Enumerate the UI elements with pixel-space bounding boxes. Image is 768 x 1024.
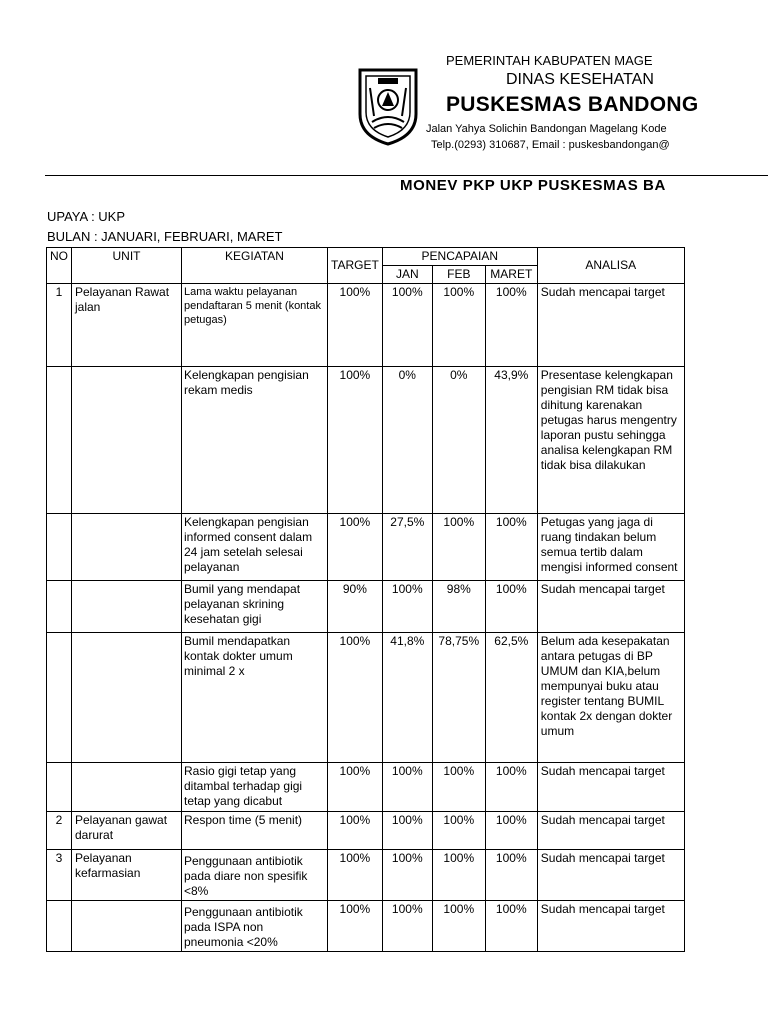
row-analisa: Sudah mencapai target	[537, 581, 684, 633]
row-feb: 100%	[432, 812, 485, 850]
row-unit	[72, 514, 182, 581]
row-no	[47, 514, 72, 581]
col-kegiatan: KEGIATAN	[182, 248, 328, 284]
row-feb: 100%	[432, 850, 485, 901]
col-maret: MARET	[485, 266, 537, 284]
col-feb: FEB	[432, 266, 485, 284]
row-maret: 62,5%	[485, 633, 537, 763]
table-row	[47, 633, 685, 763]
row-maret: 100%	[485, 850, 537, 901]
row-analisa: Sudah mencapai target	[537, 812, 684, 850]
table-row	[47, 901, 685, 952]
row-kegiatan: Penggunaan antibiotik pada diare non spesifik <8%	[182, 850, 328, 901]
row-no	[47, 633, 72, 763]
row-target: 100%	[328, 514, 383, 581]
row-analisa	[537, 514, 684, 581]
row-unit	[72, 367, 182, 514]
row-no	[47, 763, 72, 812]
row-no: 2	[47, 812, 72, 850]
row-feb: 100%	[432, 284, 485, 367]
row-target: 100%	[328, 284, 383, 367]
row-jan: 100%	[382, 850, 432, 901]
row-no	[47, 367, 72, 514]
row-maret: 100%	[485, 763, 537, 812]
row-kegiatan: Kelengkapan pengisian informed consent dalam 24 jam setelah selesai pelayanan	[182, 514, 328, 581]
row-kegiatan: Bumil yang mendapat pelayanan skrining kesehatan gigi	[182, 581, 328, 633]
row-maret: 100%	[485, 581, 537, 633]
row-unit	[72, 763, 182, 812]
row-maret: 100%	[485, 514, 537, 581]
row-target: 100%	[328, 901, 383, 952]
document-title: MONEV PKP UKP PUSKESMAS BA	[400, 177, 666, 194]
row-kegiatan: Bumil mendapatkan kontak dokter umum minimal 2 x	[182, 633, 328, 763]
col-analisa: ANALISA	[537, 248, 684, 284]
row-jan: 100%	[382, 284, 432, 367]
row-kegiatan: Respon time (5 menit)	[182, 812, 328, 850]
row-no	[47, 581, 72, 633]
row-unit	[72, 901, 182, 952]
table-row	[47, 850, 685, 901]
row-jan: 100%	[382, 581, 432, 633]
header-divider	[45, 175, 768, 176]
table-row	[47, 367, 685, 514]
row-no	[47, 901, 72, 952]
row-feb: 98%	[432, 581, 485, 633]
row-maret: 100%	[485, 284, 537, 367]
row-target: 100%	[328, 763, 383, 812]
row-maret: 43,9%	[485, 367, 537, 514]
department-name: DINAS KESEHATAN	[506, 71, 654, 88]
row-maret: 100%	[485, 901, 537, 952]
table-row	[47, 514, 685, 581]
col-jan: JAN	[382, 266, 432, 284]
row-jan: 0%	[382, 367, 432, 514]
row-no: 3	[47, 850, 72, 901]
col-target: TARGET	[328, 248, 383, 284]
row-feb: 100%	[432, 514, 485, 581]
row-analisa: Belum ada kesepakatan antara petugas di BP UMUM dan KIA,belum mempunyai buku atau register tentang BUMIL kontak 2x dengan dokter umum	[537, 633, 684, 763]
table-row	[47, 763, 685, 812]
row-unit	[72, 581, 182, 633]
row-jan: 27,5%	[382, 514, 432, 581]
row-analisa: Presentase kelengkapan pengisian RM tidak bisa dihitung karenakan petugas harus mengentry laporan pustu sehingga analisa kelengkapan RM tidak bisa dilakukan	[537, 367, 684, 514]
row-analisa: Sudah mencapai target	[537, 284, 684, 367]
row-maret: 100%	[485, 812, 537, 850]
row-unit: Pelayanan gawat darurat	[72, 812, 182, 850]
row-target: 100%	[328, 812, 383, 850]
col-pencapaian: PENCAPAIAN	[382, 248, 537, 266]
row-kegiatan: Rasio gigi tetap yang ditambal terhadap gigi tetap yang dicabut	[182, 763, 328, 812]
row-jan: 100%	[382, 763, 432, 812]
row-feb: 100%	[432, 901, 485, 952]
row-analisa-clip: Petugas yang jaga di ruang tindakan belum semua tertib dalam mengisi informed consent	[540, 515, 678, 574]
district-emblem-logo	[356, 66, 420, 146]
row-feb: 100%	[432, 763, 485, 812]
puskesmas-name: PUSKESMAS BANDONG	[446, 93, 699, 116]
upaya-label: UPAYA : UKP	[47, 209, 126, 224]
government-name: PEMERINTAH KABUPATEN MAGE	[446, 53, 653, 68]
row-kegiatan: Lama waktu pelayanan pendaftaran 5 menit (kontak petugas)	[182, 284, 328, 367]
row-target: 100%	[328, 633, 383, 763]
monev-table	[46, 247, 685, 952]
row-target: 100%	[328, 850, 383, 901]
address-line: Jalan Yahya Solichin Bandongan Magelang Kode	[426, 123, 667, 135]
row-feb: 78,75%	[432, 633, 485, 763]
table-row	[47, 581, 685, 633]
row-analisa: Sudah mencapai target	[537, 850, 684, 901]
row-no: 1	[47, 284, 72, 367]
row-target: 100%	[328, 367, 383, 514]
row-analisa: Sudah mencapai target	[537, 763, 684, 812]
row-jan: 100%	[382, 812, 432, 850]
row-kegiatan: Penggunaan antibiotik pada ISPA non pneumonia <20%	[182, 901, 328, 952]
row-target: 90%	[328, 581, 383, 633]
row-kegiatan: Kelengkapan pengisian rekam medis	[182, 367, 328, 514]
row-jan: 100%	[382, 901, 432, 952]
row-analisa: Sudah mencapai target	[537, 901, 684, 952]
contact-line: Telp.(0293) 310687, Email : puskesbandongan@	[431, 139, 670, 151]
bulan-label: BULAN : JANUARI, FEBRUARI, MARET	[47, 229, 283, 244]
col-no: NO	[47, 248, 72, 284]
table-row	[47, 812, 685, 850]
row-unit: Pelayanan kefarmasian	[72, 850, 182, 901]
col-unit: UNIT	[72, 248, 182, 284]
row-feb: 0%	[432, 367, 485, 514]
table-row	[47, 284, 685, 367]
row-jan: 41,8%	[382, 633, 432, 763]
row-unit: Pelayanan Rawat jalan	[72, 284, 182, 367]
row-unit	[72, 633, 182, 763]
